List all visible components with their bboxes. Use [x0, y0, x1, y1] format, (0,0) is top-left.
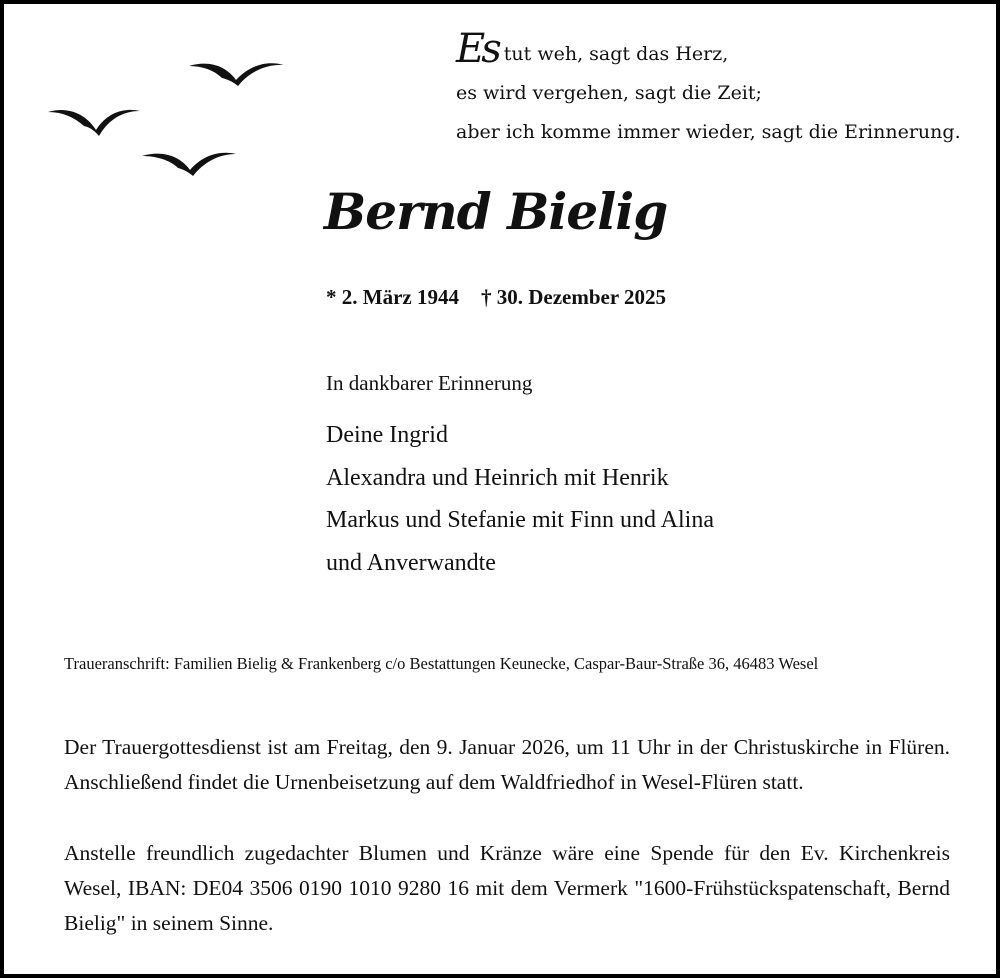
mourner-line: Markus und Stefanie mit Finn und Alina	[326, 507, 714, 533]
bird-icon	[189, 63, 284, 86]
poem-initial: Es	[456, 26, 498, 72]
poem	[456, 26, 961, 152]
poem-line-2: es wird vergehen, sagt die Zeit;	[456, 82, 762, 104]
poem-line-1	[456, 26, 961, 74]
birth-date: * 2. März 1944	[326, 285, 459, 309]
mourner-line: und Anverwandte	[326, 549, 496, 576]
death-date: † 30. Dezember 2025	[480, 285, 667, 309]
poem-line-3: aber ich komme immer wieder, sagt die Erinnerung.	[456, 121, 961, 143]
mourners-list	[326, 414, 714, 584]
donation-paragraph: Anstelle freundlich zugedachter Blumen und Kränze wäre eine Spende für den Ev. Kirchenkreis Wesel, IBAN: DE04 3506 0190 1010 9280 16 mit dem Vermerk "1600-Frühstückspatenschaft, Bernd Bielig" in seinem Sinne.	[64, 841, 950, 935]
mourner-line: Alexandra und Heinrich mit Henrik	[326, 464, 669, 491]
deceased-name: Bernd Bielig	[324, 182, 668, 241]
memory-intro: In dankbarer Erinnerung	[326, 371, 533, 395]
mourner-line: Deine Ingrid	[326, 422, 448, 448]
poem-line-1-text: tut weh, sagt das Herz,	[503, 43, 729, 65]
life-dates	[326, 285, 666, 310]
service-paragraph: Der Trauergottesdienst ist am Freitag, den 9. Januar 2026, um 11 Uhr in der Christuskirche in Flüren. Anschließend findet die Urnenbeisetzung auf dem Waldfriedhof in Wesel-Flüren statt.	[64, 735, 950, 794]
bird-icon	[142, 153, 236, 176]
bird-icon	[48, 110, 140, 136]
flying-birds-icon	[44, 54, 294, 184]
mourning-address: Traueranschrift: Familien Bielig & Frankenberg c/o Bestattungen Keunecke, Caspar-Baur-Straße 36, 46483 Wesel	[64, 654, 819, 673]
